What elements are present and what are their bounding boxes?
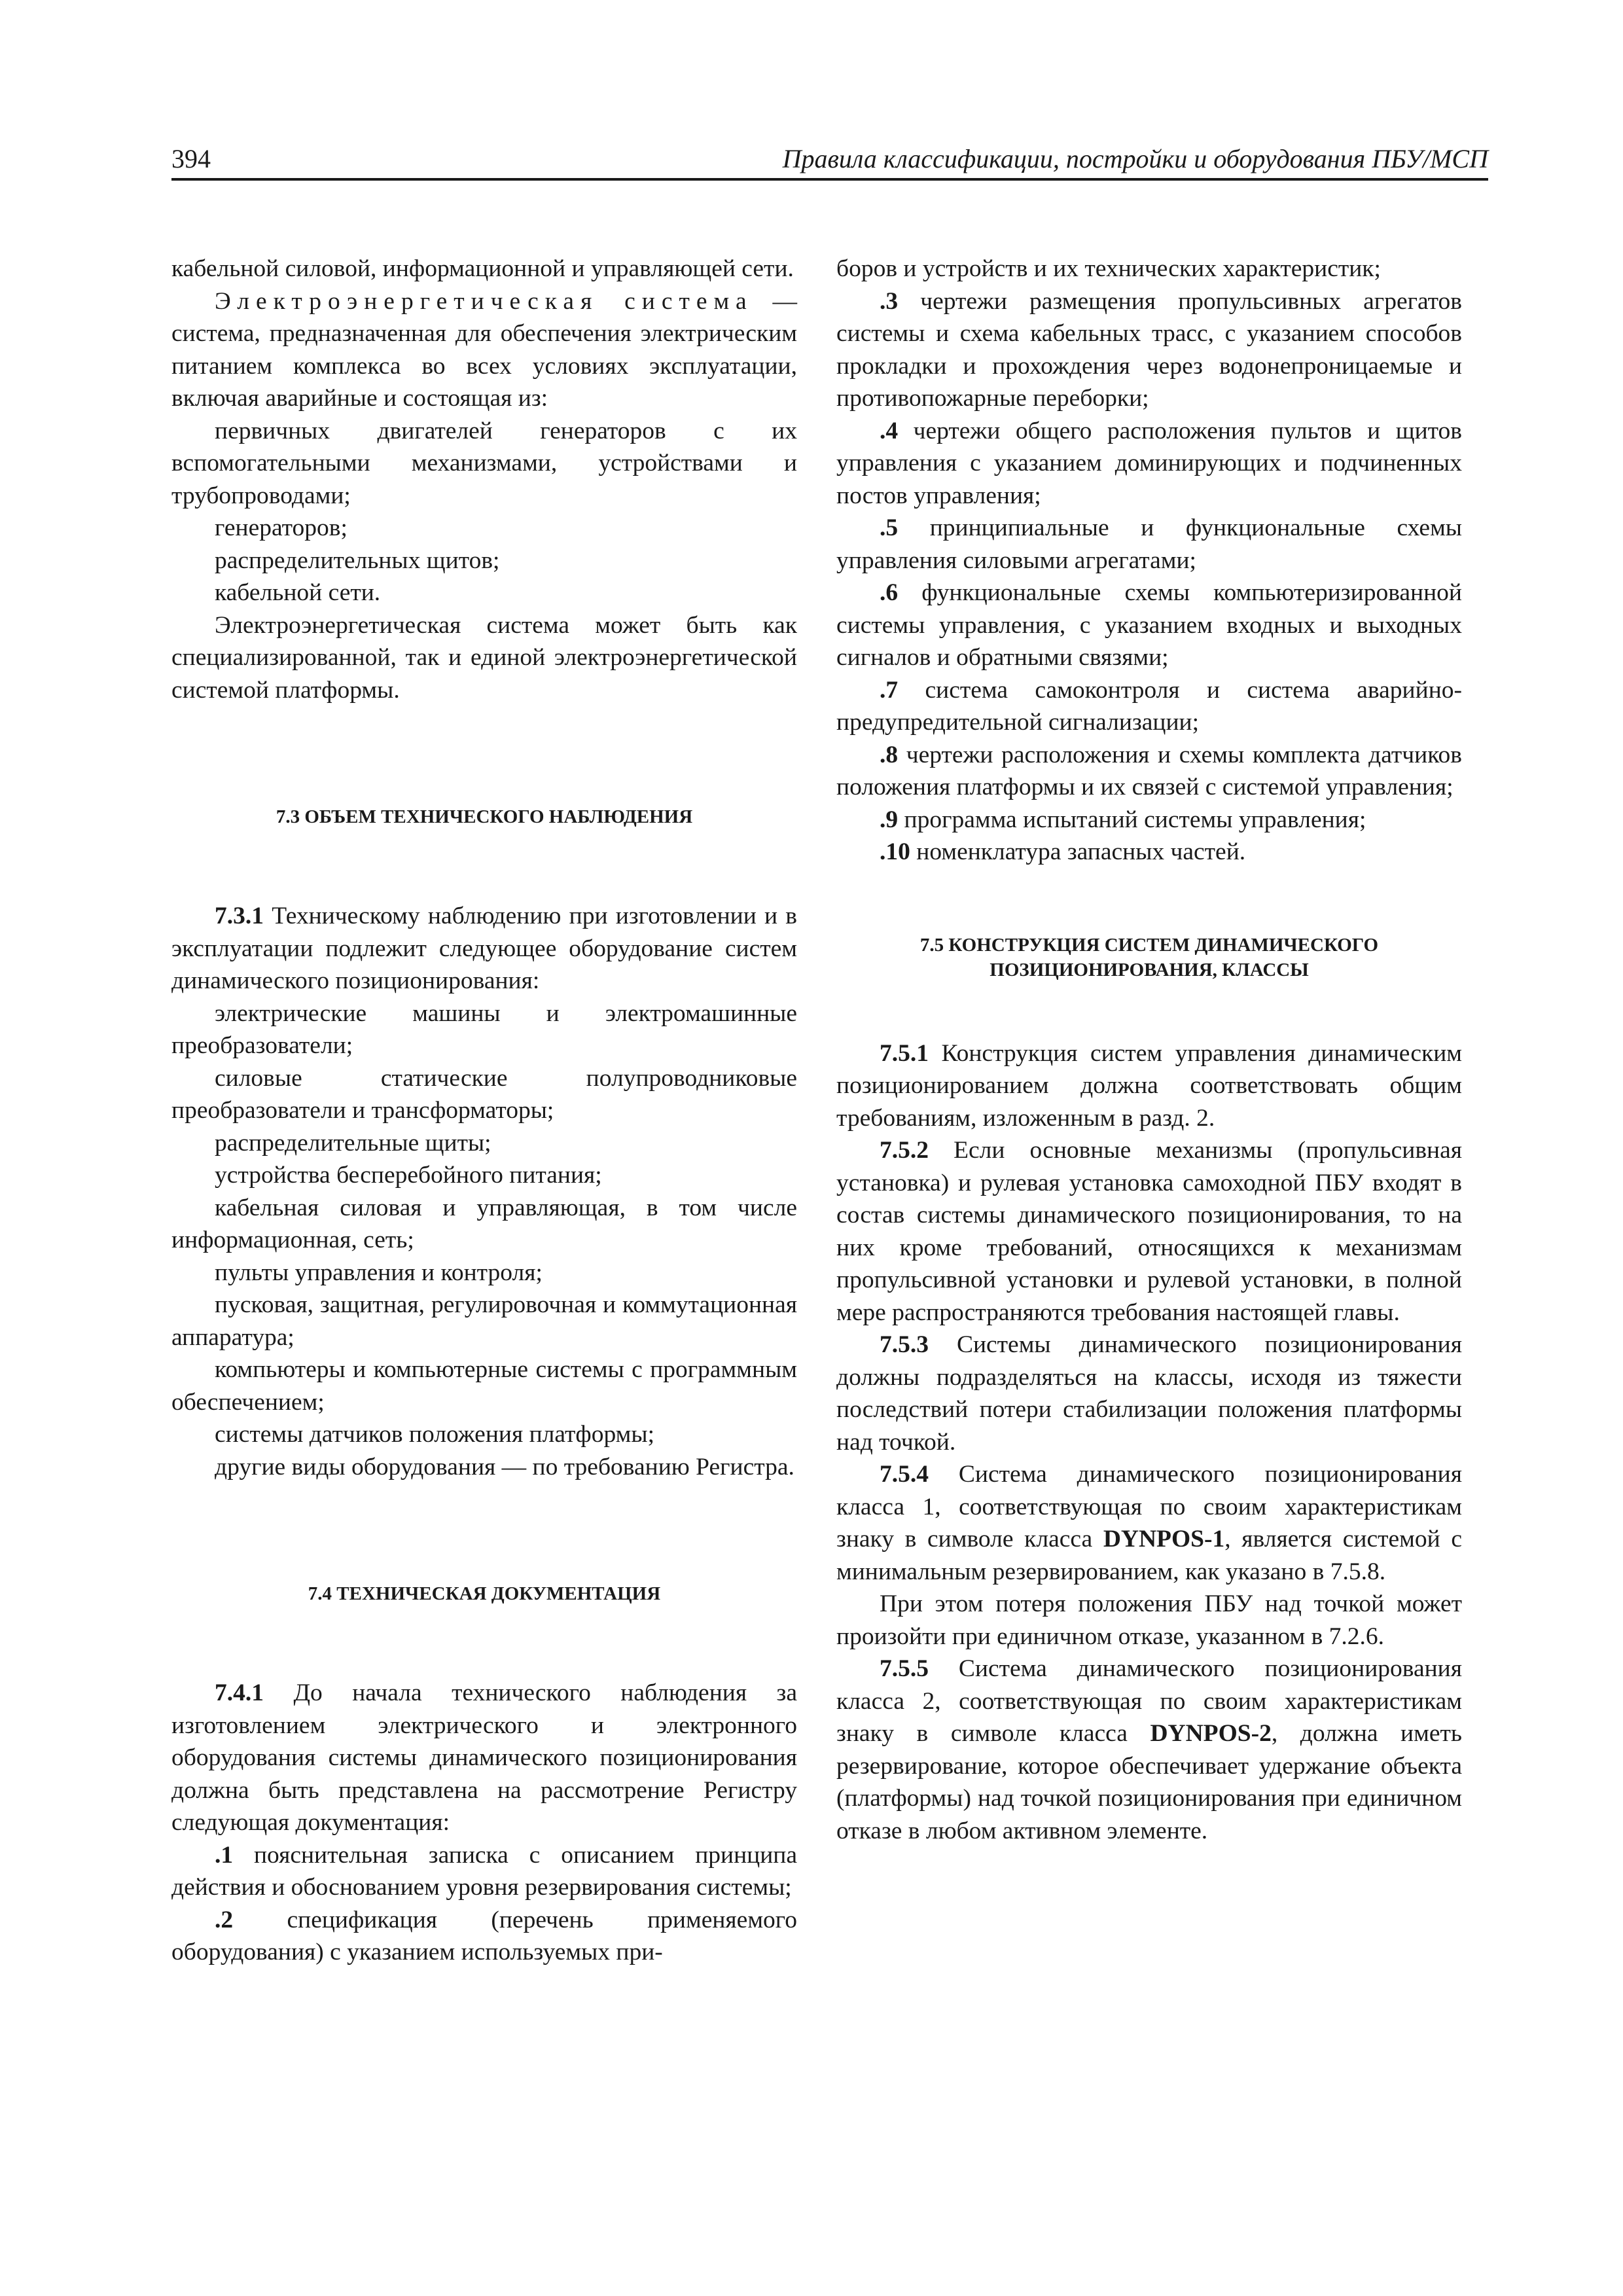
doc-item-7: .7 система самоконтроля и система аварийно-предупредительной сигнализации; [836, 676, 1462, 736]
doc-item-6: .6 функциональные схемы компьютеризированной системы управления, с указанием входных и выходных сигналов и обратными связями; [836, 579, 1462, 671]
list-item: устройства бесперебойного питания; [215, 1162, 602, 1189]
doc-item-1: .1 пояснительная записка с описанием принципа действия и обоснованием уровня резервирования системы; [171, 1841, 797, 1901]
class-symbol: DYNPOS-2 [1150, 1720, 1272, 1747]
list-item: системы датчиков положения платформы; [215, 1421, 654, 1448]
doc-item-2: .2 спецификация (перечень применяемого оборудования) с указанием используемых при- [171, 1906, 797, 1965]
paragraph: Электроэнергетическая система — система, предназначенная для обеспечения электрическим питанием комплекса во всех условиях эксплуатации, включая аварийные и состоящая из: [171, 287, 798, 412]
paragraph: кабельной силовой, информационной и управляющей сети. [171, 255, 794, 282]
section-heading-7-5: 7.5 КОНСТРУКЦИЯ СИСТЕМ ДИНАМИЧЕСКОГО ПОЗИЦИОНИРОВАНИЯ, КЛАССЫ [919, 934, 1379, 980]
page-header [171, 143, 1488, 179]
clause-7-5-4: 7.5.4 Система динамического позиционирования класса 1, соответствующая по своим характеристикам знаку в символе класса DYNPOS-1, является системой с минимальным резервированием, как указано в 7.5.8. [836, 1461, 1462, 1585]
left-column [171, 253, 797, 1969]
running-title: Правила классификации, постройки и оборудования ПБУ/МСП [782, 144, 1488, 173]
list-item: кабельная силовая и управляющая, в том числе информационная, сеть; [171, 1194, 797, 1253]
list-item: компьютеры и компьютерные системы с программным обеспечением; [171, 1356, 797, 1416]
paragraph: Электроэнергетическая система может быть как специализированной, так и единой электроэнергетической системой платформы. [171, 611, 797, 704]
paragraph: При этом потеря положения ПБУ над точкой может произойти при единичном отказе, указанном в 7.2.6. [836, 1590, 1462, 1650]
doc-item-8: .8 чертежи расположения и схемы комплекта датчиков положения платформы и их связей с системой управления; [836, 741, 1462, 800]
list-item: кабельной сети. [215, 579, 381, 606]
clause-7-5-5: 7.5.5 Система динамического позиционирования класса 2, соответствующая по своим характеристикам знаку в символе класса DYNPOS-2, должна иметь резервирование, которое обеспечивает удержание объекта (платформы) над точкой позиционирования при единичном отказе в любом активном элементе. [836, 1655, 1462, 1844]
defined-term: Электроэнергетическая система [215, 287, 753, 315]
clause-7-4-1: 7.4.1 До начала технического наблюдения за изготовлением электрического и электронного оборудования системы динамического позиционирования должна быть представлена на рассмотрение Регистру следующая документация: [171, 1679, 797, 1836]
header-rule [171, 178, 1488, 181]
clause-7-5-2: 7.5.2 Если основные механизмы (пропульсивная установка) и рулевая установка самоходной ПБУ входят в состав системы динамического позиционирования, то на них кроме требований, относящихся к механизмам пропульсивной установки и рулевой установки, в полной мере распространяются требования настоящей главы. [836, 1137, 1462, 1326]
list-item: генераторов; [215, 514, 348, 541]
doc-item-3: .3 чертежи размещения пропульсивных агрегатов системы и схема кабельных трасс, с указанием способов прокладки и прохождения через водонепроницаемые и противопожарные переборки; [836, 287, 1462, 412]
page-number: 394 [171, 144, 211, 173]
list-item: пульты управления и контроля; [215, 1259, 543, 1286]
paragraph: первичных двигателей генераторов с их вспомогательными механизмами, устройствами и трубопроводами; [171, 417, 797, 509]
list-item: другие виды оборудования — по требованию Регистра. [215, 1453, 794, 1480]
doc-item-4: .4 чертежи общего расположения пультов и щитов управления с указанием доминирующих и подчиненных постов управления; [836, 417, 1462, 509]
right-column [836, 253, 1462, 1847]
list-item: электрические машины и электромашинные преобразователи; [171, 999, 797, 1059]
paragraph: боров и устройств и их технических характеристик; [836, 255, 1381, 282]
clause-7-3-1: 7.3.1 Техническому наблюдению при изготовлении и в эксплуатации подлежит следующее оборудование систем динамического позиционирования: [171, 903, 797, 994]
list-item: силовые статические полупроводниковые преобразователи и трансформаторы; [171, 1064, 797, 1124]
list-item: распределительные щиты; [215, 1129, 491, 1157]
clause-7-5-3: 7.5.3 Системы динамического позиционирования должны подразделяться на классы, исходя из тяжести последствий потери стабилизации положения платформы над точкой. [836, 1331, 1462, 1456]
doc-item-9: .9 программа испытаний системы управления; [880, 806, 1366, 833]
list-item: пусковая, защитная, регулировочная и коммутационная аппаратура; [171, 1291, 797, 1351]
list-item: распределительных щитов; [215, 547, 500, 574]
class-symbol: DYNPOS-1 [1103, 1526, 1225, 1552]
clause-7-5-1: 7.5.1 Конструкция систем управления динамическим позиционированием должна соответствовать общим требованиям, изложенным в разд. 2. [836, 1039, 1462, 1132]
doc-item-10: .10 номенклатура запасных частей. [880, 838, 1246, 865]
section-heading-7-3: 7.3 ОБЪЕМ ТЕХНИЧЕСКОГО НАБЛЮДЕНИЯ [276, 806, 693, 827]
section-heading-7-4: 7.4 ТЕХНИЧЕСКАЯ ДОКУМЕНТАЦИЯ [308, 1583, 661, 1604]
doc-item-5: .5 принципиальные и функциональные схемы управления силовыми агрегатами; [836, 514, 1462, 574]
